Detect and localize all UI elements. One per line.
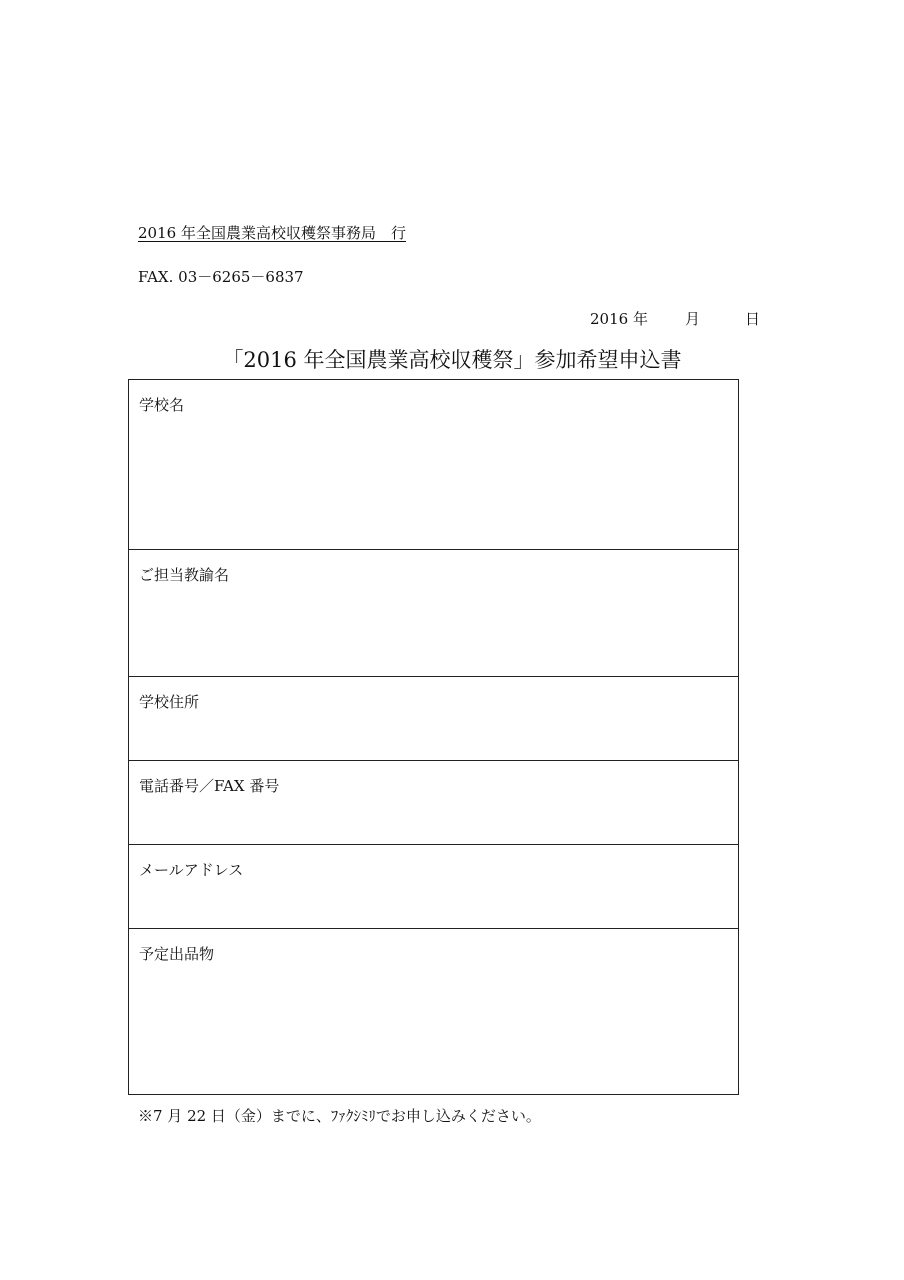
date-line	[590, 308, 760, 329]
school-address-field[interactable]	[129, 676, 738, 760]
teacher-name-label: ご担当教諭名	[139, 566, 230, 584]
email-label: メールアドレス	[139, 861, 244, 879]
phone-fax-label: 電話番号／FAX 番号	[139, 777, 280, 795]
school-name-label: 学校名	[139, 396, 185, 414]
deadline-note: ※7 月 22 日（金）までに、ﾌｧｸｼﾐﾘでお申し込みください。	[138, 1107, 541, 1125]
teacher-name-field[interactable]	[129, 549, 738, 676]
email-field[interactable]	[129, 844, 738, 928]
date-day: 日	[745, 310, 761, 328]
date-month: 月	[685, 310, 701, 328]
fax-number: FAX. 03－6265－6837	[138, 268, 304, 286]
phone-fax-field[interactable]	[129, 760, 738, 844]
application-form-table	[128, 379, 739, 1095]
addressee-line: 2016 年全国農業高校収穫祭事務局 行	[138, 224, 406, 242]
form-title: 「2016 年全国農業高校収穫祭」参加希望申込書	[222, 348, 682, 372]
school-name-field[interactable]	[129, 380, 738, 549]
school-address-label: 学校住所	[139, 693, 200, 711]
date-year: 2016 年	[590, 310, 648, 328]
planned-exhibits-label: 予定出品物	[139, 945, 215, 963]
planned-exhibits-field[interactable]	[129, 928, 738, 1094]
